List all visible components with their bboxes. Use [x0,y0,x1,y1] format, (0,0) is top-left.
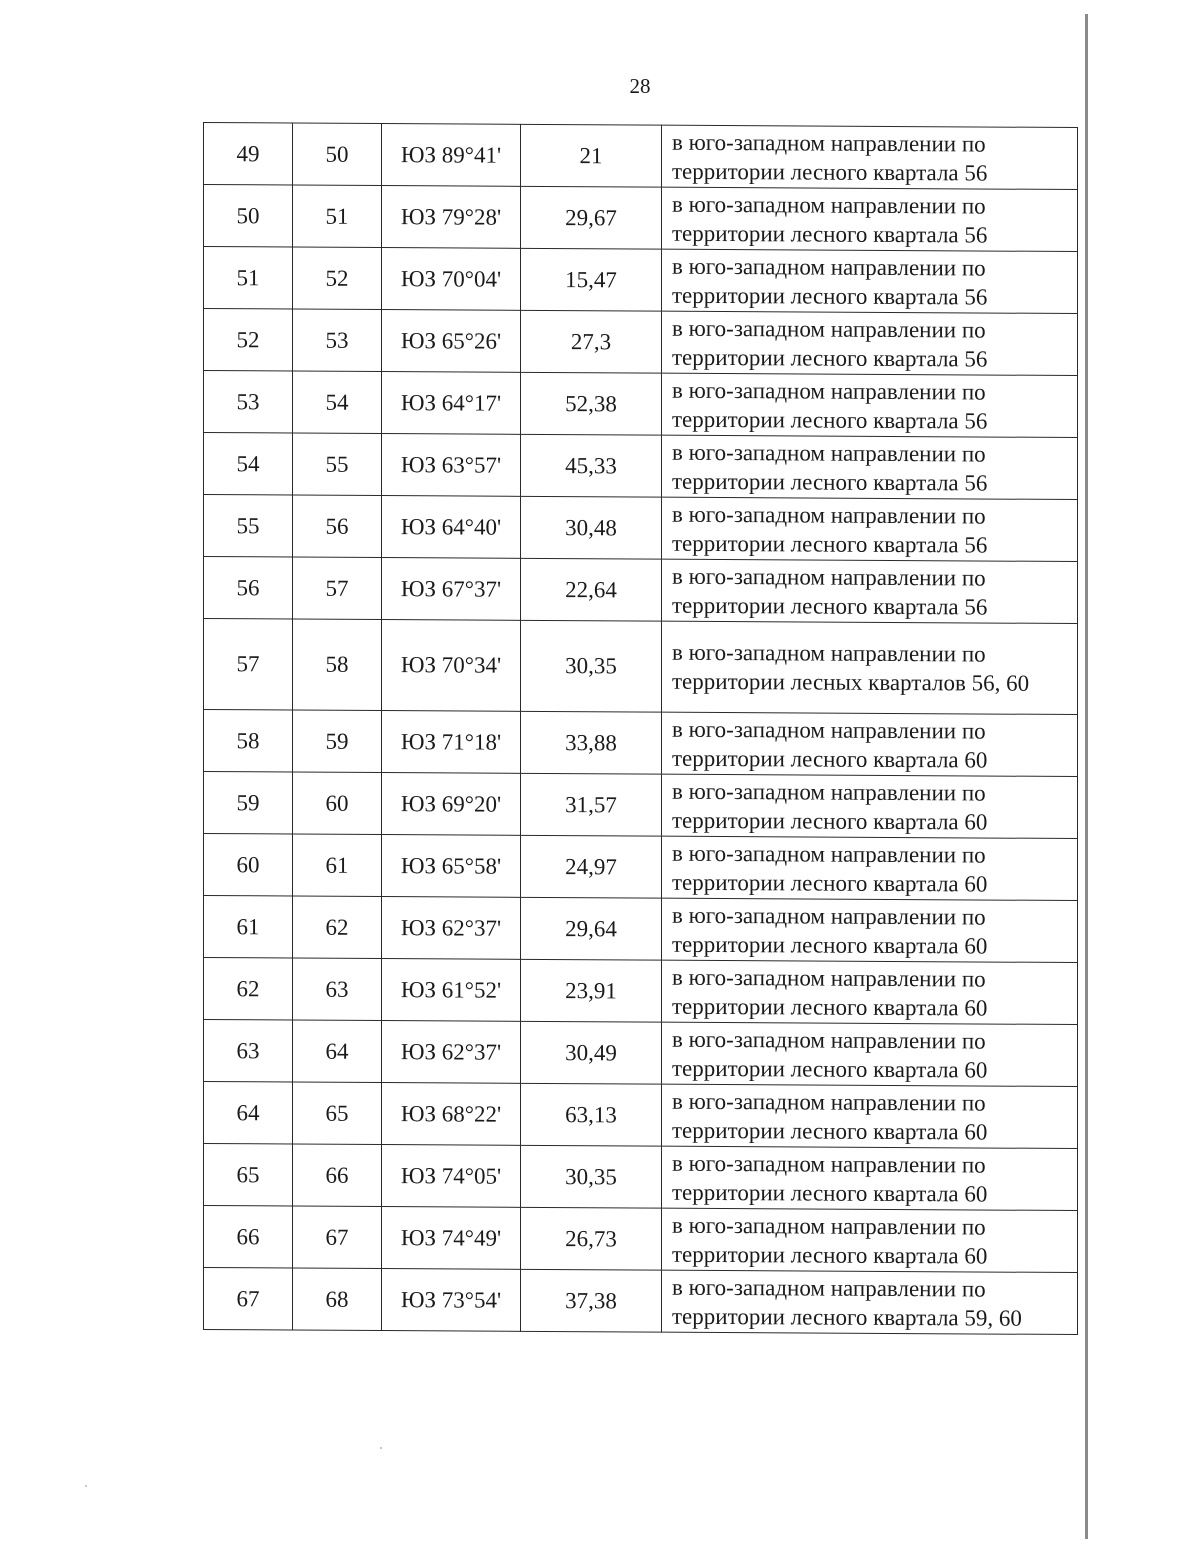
description-cell: в юго-западном направлении по территории лесного квартала 59, 60 [662,1270,1078,1334]
description-cell: в юго-западном направлении по территории лесного квартала 60 [662,774,1078,838]
to-point-cell: 51 [293,185,382,248]
bearing-cell: ЮЗ 71°18' [382,711,521,774]
table-row [204,247,1078,314]
distance-cell: 24,97 [521,835,662,898]
description-cell: в юго-западном направлении по территории лесного квартала 56 [662,559,1078,623]
from-point-cell: 52 [204,309,293,372]
bearing-cell: ЮЗ 73°54' [382,1269,521,1332]
bearing-cell: ЮЗ 67°37' [382,558,521,621]
to-point-cell: 54 [293,371,382,434]
from-point-cell: 49 [204,123,293,186]
bearing-cell: ЮЗ 74°49' [382,1207,521,1270]
table-row [204,834,1078,901]
to-point-cell: 50 [293,123,382,186]
to-point-cell: 58 [293,619,382,711]
from-point-cell: 64 [204,1082,293,1145]
distance-cell: 21 [521,124,662,187]
table-row [204,1144,1078,1211]
bearing-cell: ЮЗ 65°26' [382,310,521,373]
to-point-cell: 66 [293,1144,382,1207]
distance-cell: 37,38 [521,1269,662,1332]
from-point-cell: 60 [204,834,293,897]
distance-cell: 31,57 [521,773,662,836]
table-row [204,185,1078,252]
table-row [204,896,1078,963]
distance-cell: 30,35 [521,620,662,712]
description-cell: в юго-западном направлении по территории лесного квартала 60 [662,898,1078,962]
distance-cell: 22,64 [521,558,662,621]
to-point-cell: 60 [293,772,382,835]
table-row [204,495,1078,562]
from-point-cell: 57 [204,619,293,711]
page-number: 28 [629,74,651,98]
from-point-cell: 67 [204,1268,293,1331]
from-point-cell: 54 [204,433,293,496]
to-point-cell: 65 [293,1082,382,1145]
table-row [204,123,1078,190]
distance-cell: 30,35 [521,1145,662,1208]
from-point-cell: 63 [204,1020,293,1083]
description-cell: в юго-западном направлении по территории лесного квартала 56 [662,373,1078,437]
table-body [204,123,1078,1335]
page-edge-rule [1085,14,1088,1539]
bearing-cell: ЮЗ 62°37' [382,1021,521,1084]
table-row [204,557,1078,624]
bearing-cell: ЮЗ 89°41' [382,124,521,187]
bearing-cell: ЮЗ 74°05' [382,1145,521,1208]
to-point-cell: 62 [293,896,382,959]
from-point-cell: 51 [204,247,293,310]
from-point-cell: 56 [204,557,293,620]
from-point-cell: 50 [204,185,293,248]
distance-cell: 30,48 [521,496,662,559]
table-row [204,1268,1078,1335]
description-cell: в юго-западном направлении по территории лесного квартала 56 [662,187,1078,251]
bearing-cell: ЮЗ 63°57' [382,434,521,497]
bearing-cell: ЮЗ 64°40' [382,496,521,559]
distance-cell: 33,88 [521,711,662,774]
to-point-cell: 68 [293,1268,382,1331]
distance-cell: 29,64 [521,897,662,960]
bearing-cell: ЮЗ 70°04' [382,248,521,311]
description-cell: в юго-западном направлении по территории лесного квартала 60 [662,1146,1078,1210]
description-cell: в юго-западном направлении по территории лесных кварталов 56, 60 [662,621,1078,714]
description-cell: в юго-западном направлении по территории лесного квартала 56 [662,311,1078,375]
description-cell: в юго-западном направлении по территории лесного квартала 60 [662,1022,1078,1086]
boundary-table [203,122,1078,1335]
distance-cell: 29,67 [521,186,662,249]
description-cell: в юго-западном направлении по территории лесного квартала 56 [662,249,1078,313]
description-cell: в юго-западном направлении по территории лесного квартала 60 [662,1084,1078,1148]
scan-speck [380,1447,382,1449]
from-point-cell: 61 [204,896,293,959]
distance-cell: 15,47 [521,248,662,311]
from-point-cell: 58 [204,710,293,773]
from-point-cell: 59 [204,772,293,835]
to-point-cell: 53 [293,309,382,372]
bearing-cell: ЮЗ 70°34' [382,620,521,712]
bearing-cell: ЮЗ 64°17' [382,372,521,435]
distance-cell: 23,91 [521,959,662,1022]
table-row [204,371,1078,438]
bearing-cell: ЮЗ 65°58' [382,835,521,898]
description-cell: в юго-западном направлении по территории лесного квартала 60 [662,960,1078,1024]
description-cell: в юго-западном направлении по территории лесного квартала 56 [662,497,1078,561]
distance-cell: 26,73 [521,1207,662,1270]
table-row [204,710,1078,777]
from-point-cell: 62 [204,958,293,1021]
from-point-cell: 66 [204,1206,293,1269]
to-point-cell: 67 [293,1206,382,1269]
to-point-cell: 52 [293,247,382,310]
from-point-cell: 65 [204,1144,293,1207]
to-point-cell: 63 [293,958,382,1021]
bearing-cell: ЮЗ 68°22' [382,1083,521,1146]
to-point-cell: 64 [293,1020,382,1083]
to-point-cell: 56 [293,495,382,558]
description-cell: в юго-западном направлении по территории лесного квартала 56 [662,435,1078,499]
to-point-cell: 61 [293,834,382,897]
table-row [204,1082,1078,1149]
table-row [204,309,1078,376]
distance-cell: 45,33 [521,434,662,497]
description-cell: в юго-западном направлении по территории лесного квартала 60 [662,712,1078,776]
from-point-cell: 55 [204,495,293,558]
table-row [204,433,1078,500]
table-row [204,1020,1078,1087]
distance-cell: 63,13 [521,1083,662,1146]
table-row [204,958,1078,1025]
table-row [204,1206,1078,1273]
bearing-cell: ЮЗ 62°37' [382,897,521,960]
to-point-cell: 59 [293,710,382,773]
table-row [204,772,1078,839]
bearing-cell: ЮЗ 61°52' [382,959,521,1022]
distance-cell: 27,3 [521,310,662,373]
table-row [204,619,1078,715]
description-cell: в юго-западном направлении по территории лесного квартала 60 [662,836,1078,900]
description-cell: в юго-западном направлении по территории лесного квартала 56 [662,125,1078,189]
distance-cell: 30,49 [521,1021,662,1084]
from-point-cell: 53 [204,371,293,434]
to-point-cell: 57 [293,557,382,620]
bearing-cell: ЮЗ 69°20' [382,773,521,836]
scan-speck [85,1485,87,1487]
to-point-cell: 55 [293,433,382,496]
distance-cell: 52,38 [521,372,662,435]
description-cell: в юго-западном направлении по территории лесного квартала 60 [662,1208,1078,1272]
bearing-cell: ЮЗ 79°28' [382,186,521,249]
